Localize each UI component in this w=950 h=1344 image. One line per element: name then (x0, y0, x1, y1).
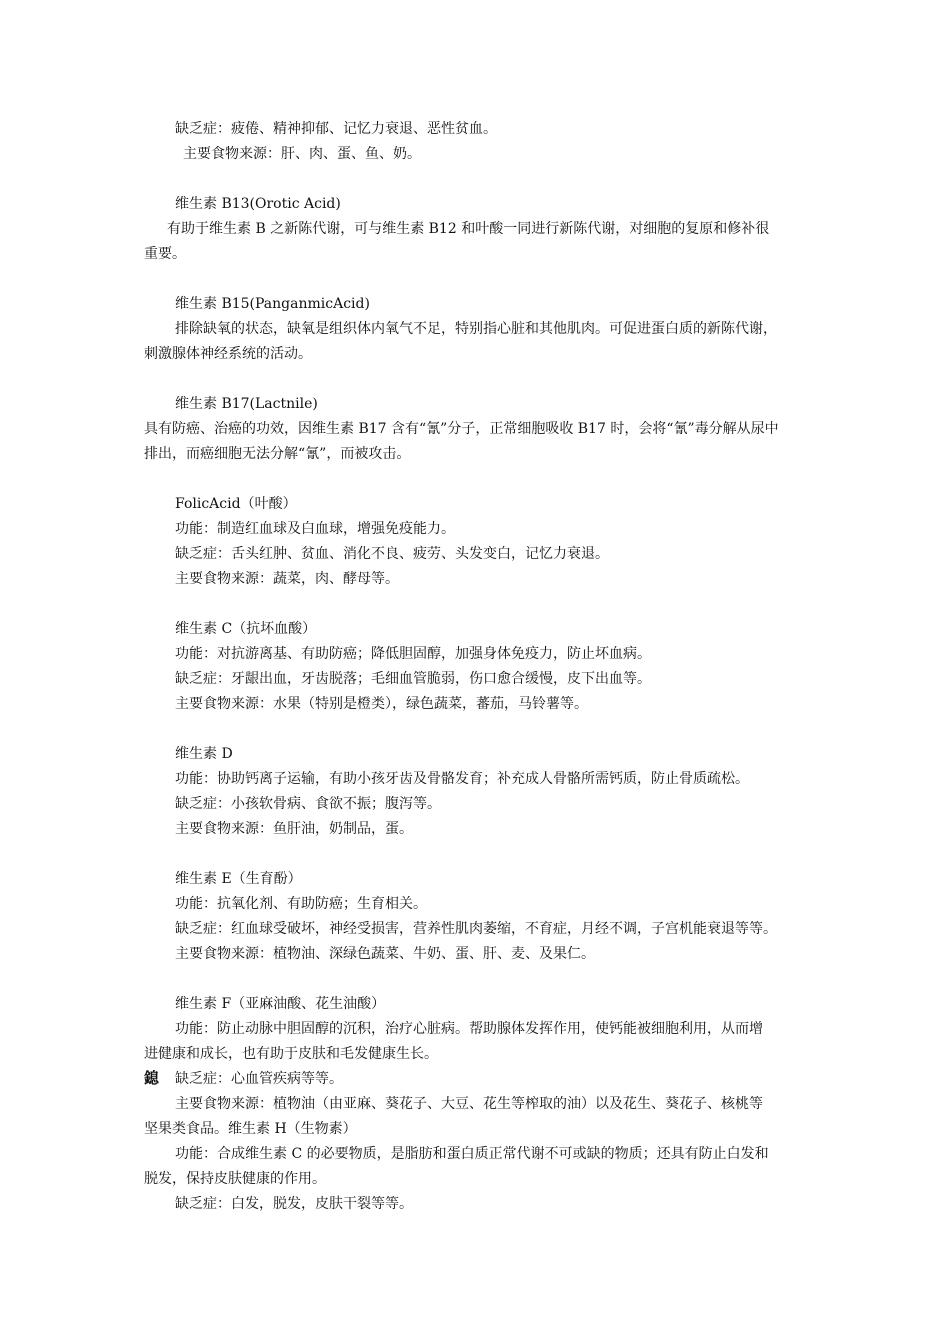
text-line: 主要食物来源：肝、肉、蛋、鱼、奶。 (183, 146, 421, 162)
text-line: 有助于维生素 B 之新陈代谢，可与维生素 B12 和叶酸一同进行新陈代谢，对细胞的复原和修补很 (167, 221, 770, 237)
text-line: 缺乏症：红血球受破坏，神经受损害，营养性肌肉萎缩，不育症，月经不调，子宫机能衰退等等。 (175, 921, 777, 937)
text-line: 具有防癌、治癌的功效，因维生素 B17 含有“氰”分子，正常细胞吸收 B17 时，会将“氰”毒分解从尿中 (144, 421, 779, 437)
section-heading: 维生素 B17(Lactnile) (175, 396, 318, 412)
text-line: 功能：抗氧化剂、有助防癌；生育相关。 (175, 896, 427, 912)
text-line: 缺乏症：白发，脱发，皮肤干裂等等。 (175, 1196, 413, 1212)
text-line: 刺激腺体神经系统的活动。 (144, 346, 312, 362)
text-line: 进健康和成长，也有助于皮肤和毛发健康生长。 (144, 1046, 438, 1062)
text-line: 缺乏症：牙龈出血，牙齿脱落；毛细血管脆弱，伤口愈合缓慢，皮下出血等。 (175, 671, 651, 687)
section-heading: 维生素 C（抗坏血酸） (175, 621, 317, 637)
text-line: 功能：合成维生素 C 的必要物质，是脂肪和蛋白质正常代谢不可或缺的物质；还具有防止白发和 (175, 1146, 769, 1162)
text-line: 坚果类食品。维生素 H（生物素） (144, 1121, 357, 1137)
text-line: 主要食物来源：植物油、深绿色蔬菜、牛奶、蛋、肝、麦、及果仁。 (175, 946, 595, 962)
text-line: 重要。 (144, 246, 186, 262)
section-heading: 维生素 D (175, 746, 233, 762)
text-line: 缺乏症：疲倦、精神抑郁、记忆力衰退、恶性贫血。 (175, 121, 497, 137)
text-line: 排出，而癌细胞无法分解“氰”，而被攻击。 (144, 446, 411, 462)
text-line: 主要食物来源：植物油（由亚麻、葵花子、大豆、花生等榨取的油）以及花生、葵花子、核桃等 (175, 1096, 763, 1112)
margin-mark: 鎴 (144, 1069, 160, 1087)
text-line: 缺乏症：舌头红肿、贫血、消化不良、疲劳、头发变白，记忆力衰退。 (175, 546, 609, 562)
section-heading: FolicAcid（叶酸） (175, 496, 297, 512)
section-heading: 维生素 F（亚麻油酸、花生油酸） (175, 996, 386, 1012)
text-line: 主要食物来源：鱼肝油，奶制品，蛋。 (175, 821, 413, 837)
text-line: 主要食物来源：水果（特别是橙类），绿色蔬菜，蕃茄，马铃薯等。 (175, 696, 588, 712)
text-line: 功能：对抗游离基、有助防癌；降低胆固醇，加强身体免疫力，防止坏血病。 (175, 646, 651, 662)
text-line: 主要食物来源：蔬菜，肉、酵母等。 (175, 571, 399, 587)
text-line: 脱发，保持皮肤健康的作用。 (144, 1171, 326, 1187)
text-line: 功能：制造红血球及白血球，增强免疫能力。 (175, 521, 455, 537)
section-heading: 维生素 B13(Orotic Acid) (175, 196, 341, 212)
text-line: 功能：防止动脉中胆固醇的沉积，治疗心脏病。帮助腺体发挥作用，使钙能被细胞利用，从而增 (175, 1021, 763, 1037)
text-line: 排除缺氧的状态，缺氧是组织体内氧气不足，特别指心脏和其他肌肉。可促进蛋白质的新陈代谢， (175, 321, 777, 337)
section-heading: 维生素 E（生育酚） (175, 871, 302, 887)
section-heading: 维生素 B15(PanganmicAcid) (175, 296, 370, 312)
text-line: 缺乏症：心血管疾病等等。 (175, 1071, 343, 1087)
text-line: 功能：协助钙离子运输，有助小孩牙齿及骨骼发育；补充成人骨骼所需钙质，防止骨质疏松。 (175, 771, 749, 787)
text-line: 缺乏症：小孩软骨病、食欲不振；腹泻等。 (175, 796, 441, 812)
